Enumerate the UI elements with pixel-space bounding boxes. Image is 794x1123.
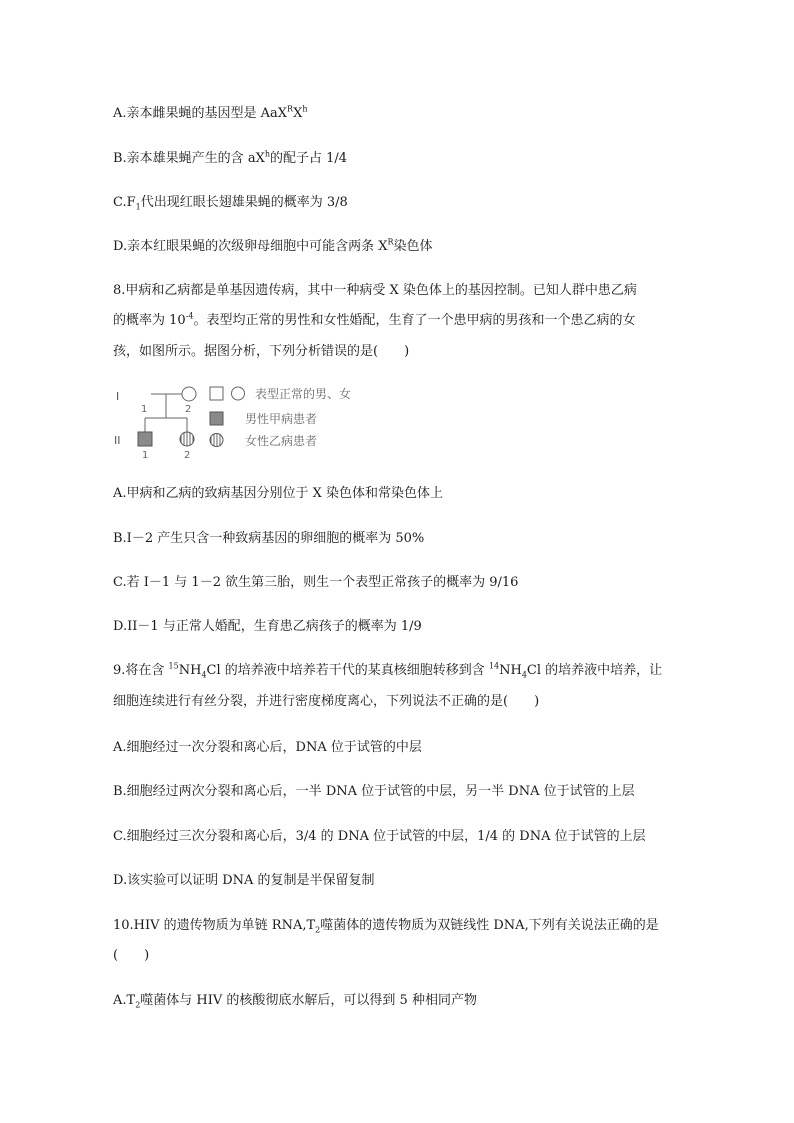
q7-option-c: $C.F_1$代出现红眼长翅雄果蝇的概率为 3/8 xyxy=(113,195,348,212)
q9-option-c: C.细胞经过三次分裂和离心后，3/4 的 DNA 位于试管的中层，1/4 的 DNA 位于试管的上层 xyxy=(113,829,646,844)
q8-option-a: A.甲病和乙病的致病基因分别位于 X 染色体和常染色体上 xyxy=(113,486,444,501)
legend-disease-b-label: 女性乙病患者 xyxy=(245,434,318,448)
legend-normal-label: 表型正常的男、女 xyxy=(255,387,352,401)
ii2-affected-female-symbol xyxy=(180,432,194,446)
q10-stem-line1: 10.HIV 的遗传物质为单链 $RNA,T_2$噬菌体的遗传物质为双链线性 DNA,下列有关说法正确的是 xyxy=(113,918,659,935)
legend-disease-b-female-symbol xyxy=(210,434,223,447)
q9-stem-line1: 9.将在含 $^{15}NH_4Cl$ 的培养液中培养若干代的某真核细胞转移到含 $^{14}NH_4Cl$ 的培养液中培养，让 xyxy=(113,661,663,680)
generation-i-label: I xyxy=(116,390,120,403)
q10-option-a: $A.T_2$噬菌体与 HIV 的核酸彻底水解后，可以得到 5 种相同产物 xyxy=(113,993,477,1010)
q8-option-d: D.II－1 与正常人婚配，生育患乙病孩子的概率为 1/9 xyxy=(113,619,422,634)
q9-option-d: D.该实验可以证明 DNA 的复制是半保留复制 xyxy=(113,873,375,888)
q7-option-d: D.亲本红眼果蝇的次级卵母细胞中可能含两条 $X^R$染色体 xyxy=(113,237,433,254)
i1-number: 1 xyxy=(141,404,148,415)
q8-stem-line1: 8.甲病和乙病都是单基因遗传病，其中一种病受 X 染色体上的基因控制。已知人群中患乙病 xyxy=(113,283,637,298)
q8-stem-line2: 的概率为 $10^{-4}$。表型均正常的男性和女性婚配，生育了一个患甲病的男孩和一个患乙病的女 xyxy=(113,311,636,328)
q8-option-c: C.若 I－1 与 1－2 欲生第三胎，则生一个表型正常孩子的概率为 9/16 xyxy=(113,575,519,590)
ii1-affected-male-symbol xyxy=(138,432,152,446)
ii2-number: 2 xyxy=(184,450,191,461)
q8-stem-line3: 孩，如图所示。据图分析，下列分析错误的是( ) xyxy=(113,344,410,359)
q9-option-a: A.细胞经过一次分裂和离心后，DNA 位于试管的中层 xyxy=(113,740,422,755)
q9-option-b: B.细胞经过两次分裂和离心后，一半 DNA 位于试管的中层，另一半 DNA 位于试管的上层 xyxy=(113,784,635,799)
q7-option-a: A.亲本雌果蝇的基因型是 $AaX^RX^h$ xyxy=(113,104,308,121)
q7-option-b: B.亲本雄果蝇产生的含 $aX^h$的配子占 1/4 xyxy=(113,149,348,166)
generation-ii-label: II xyxy=(114,434,121,447)
q10-stem-line2: ( ) xyxy=(113,948,150,963)
ii1-number: 1 xyxy=(142,450,149,461)
legend-disease-a-label: 男性甲病患者 xyxy=(245,412,318,426)
legend-disease-a-male-symbol xyxy=(210,412,223,425)
i2-normal-female-symbol xyxy=(182,387,196,401)
i2-number: 2 xyxy=(185,404,192,415)
legend-normal-female-symbol xyxy=(232,387,245,400)
q9-stem-line2: 细胞连续进行有丝分裂，并进行密度梯度离心，下列说法不正确的是( ) xyxy=(113,694,540,709)
pedigree-chart xyxy=(108,378,388,462)
legend-normal-male-symbol xyxy=(210,387,223,400)
q8-option-b: B.I－2 产生只含一种致病基因的卵细胞的概率为 50% xyxy=(113,531,425,546)
